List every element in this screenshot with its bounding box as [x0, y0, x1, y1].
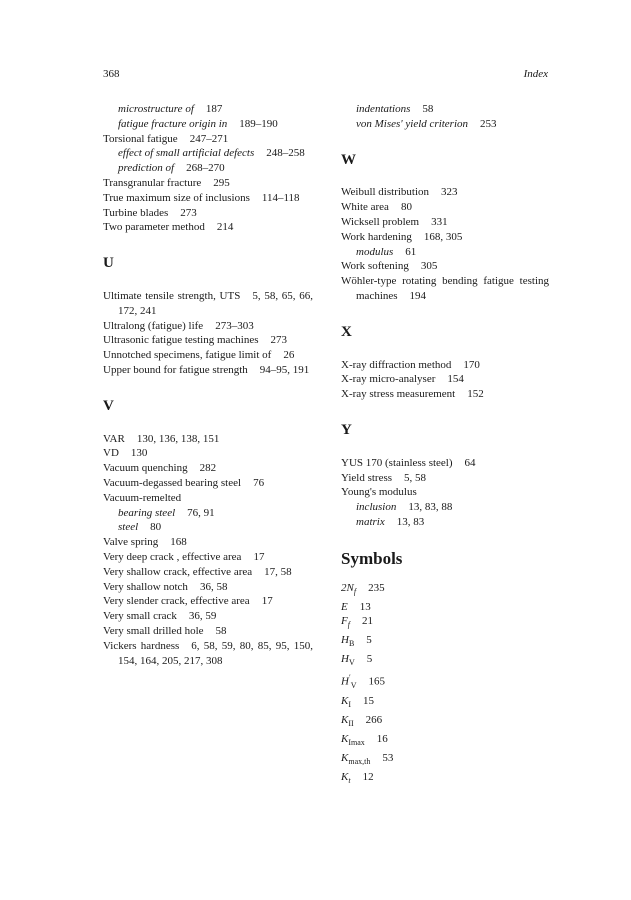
index-entry: Ultrasonic fatigue testing machines 273: [103, 334, 287, 347]
index-entry: Transgranular fracture 295: [103, 176, 230, 189]
index-entry: Valve spring 168: [103, 536, 187, 549]
section-heading-x: X: [341, 323, 352, 340]
index-entry: Vacuum-remelted: [103, 491, 182, 504]
index-subentry: steel 80: [118, 521, 162, 534]
index-entry: True maximum size of inclusions 114–118: [103, 191, 300, 204]
index-entry: Ultimate tensile strength, UTS 5, 58, 65, 66, 172, 241: [103, 289, 313, 317]
index-entry: Yield stress 5, 58: [341, 471, 427, 484]
index-subentry: matrix 13, 83: [356, 515, 425, 528]
index-entry: Work hardening 168, 305: [341, 230, 463, 243]
symbol-entry: $H_V$ 5: [341, 653, 373, 668]
section-heading-w: W: [341, 151, 356, 168]
section-heading-u: U: [103, 255, 114, 272]
index-entry: White area 80: [341, 201, 412, 214]
index-entry: Young's modulus: [341, 486, 417, 499]
symbol-entry: $2N_f$ 235: [341, 581, 385, 596]
index-subentry: microstructure of 187: [118, 103, 223, 115]
index-entry: Very slender crack, effective area 17: [103, 595, 273, 608]
index-entry: Very shallow crack, effective area 17, 58: [103, 565, 292, 578]
index-entry: Very small drilled hole 58: [103, 624, 227, 637]
running-title: Index: [523, 68, 548, 80]
index-entry: Ultralong (fatigue) life 273–303: [103, 319, 254, 332]
index-column-left: [103, 102, 313, 668]
index-subentry: von Mises' yield criterion 253: [356, 117, 497, 130]
index-entry: X-ray diffraction method 170: [341, 358, 480, 371]
index-column-right: [341, 102, 549, 789]
symbol-entry: $H_B$ 5: [341, 634, 372, 649]
index-subentry: fatigue fracture origin in 189–190: [118, 117, 278, 130]
index-entry: Wöhler-type rotating bending fatigue testing machines 194: [341, 275, 549, 302]
page-number: 368: [103, 68, 120, 80]
index-entry: Torsional fatigue 247–271: [103, 132, 229, 145]
page-header: [103, 68, 548, 82]
index-entry: Vickers hardness 6, 58, 59, 80, 85, 95, 150, 154, 164, 205, 217, 308: [103, 639, 313, 667]
index-entry: X-ray stress measurement 152: [341, 388, 484, 401]
section-heading-y: Y: [341, 421, 352, 438]
index-subentry: prediction of 268–270: [118, 162, 225, 175]
symbol-entry: $K_{II}$ 266: [341, 713, 383, 729]
symbol-entry: $K_t$ 12: [341, 770, 374, 786]
symbol-entry: $K_I$ 15: [341, 694, 375, 710]
index-subentry: bearing steel 76, 91: [118, 506, 215, 519]
index-entry: Very deep crack , effective area 17: [103, 550, 265, 563]
index-subentry: inclusion 13, 83, 88: [356, 501, 453, 514]
index-entry: Unnotched specimens, fatigue limit of 26: [103, 349, 295, 362]
index-subentry: modulus 61: [356, 245, 417, 258]
index-entry: Upper bound for fatigue strength 94–95, 191: [103, 363, 310, 376]
index-entry: Turbine blades 273: [103, 206, 197, 219]
index-entry: Work softening 305: [341, 260, 438, 273]
index-entry: Vacuum-degassed bearing steel 76: [103, 476, 265, 489]
section-heading-symbols: Symbols: [341, 548, 403, 568]
index-entry: Very shallow notch 36, 58: [103, 580, 228, 593]
index-entry: Vacuum quenching 282: [103, 462, 217, 475]
index-entry: VAR 130, 136, 138, 151: [103, 432, 220, 445]
index-entry: X-ray micro-analyser 154: [341, 373, 464, 386]
symbol-entry: E 13: [341, 600, 371, 613]
index-entry: Weibull distribution 323: [341, 186, 458, 199]
section-heading-v: V: [103, 397, 114, 414]
index-entry: YUS 170 (stainless steel) 64: [341, 456, 476, 469]
index-entry: VD 130: [103, 447, 148, 460]
symbol-entry: $K_{Imax}$ 16: [341, 732, 388, 748]
index-entry: Wicksell problem 331: [341, 215, 448, 228]
symbol-entry: $K_{max,th}$ 53: [341, 751, 394, 767]
symbol-entry: $F_f$ 21: [341, 615, 373, 630]
index-entry: Two parameter method 214: [103, 221, 234, 234]
index-subentry: indentations 58: [356, 103, 434, 115]
symbol-entry: $H'_V$ 165: [341, 673, 385, 691]
index-entry: Very small crack 36, 59: [103, 610, 217, 623]
index-subentry: effect of small artificial defects 248–258: [118, 147, 305, 160]
